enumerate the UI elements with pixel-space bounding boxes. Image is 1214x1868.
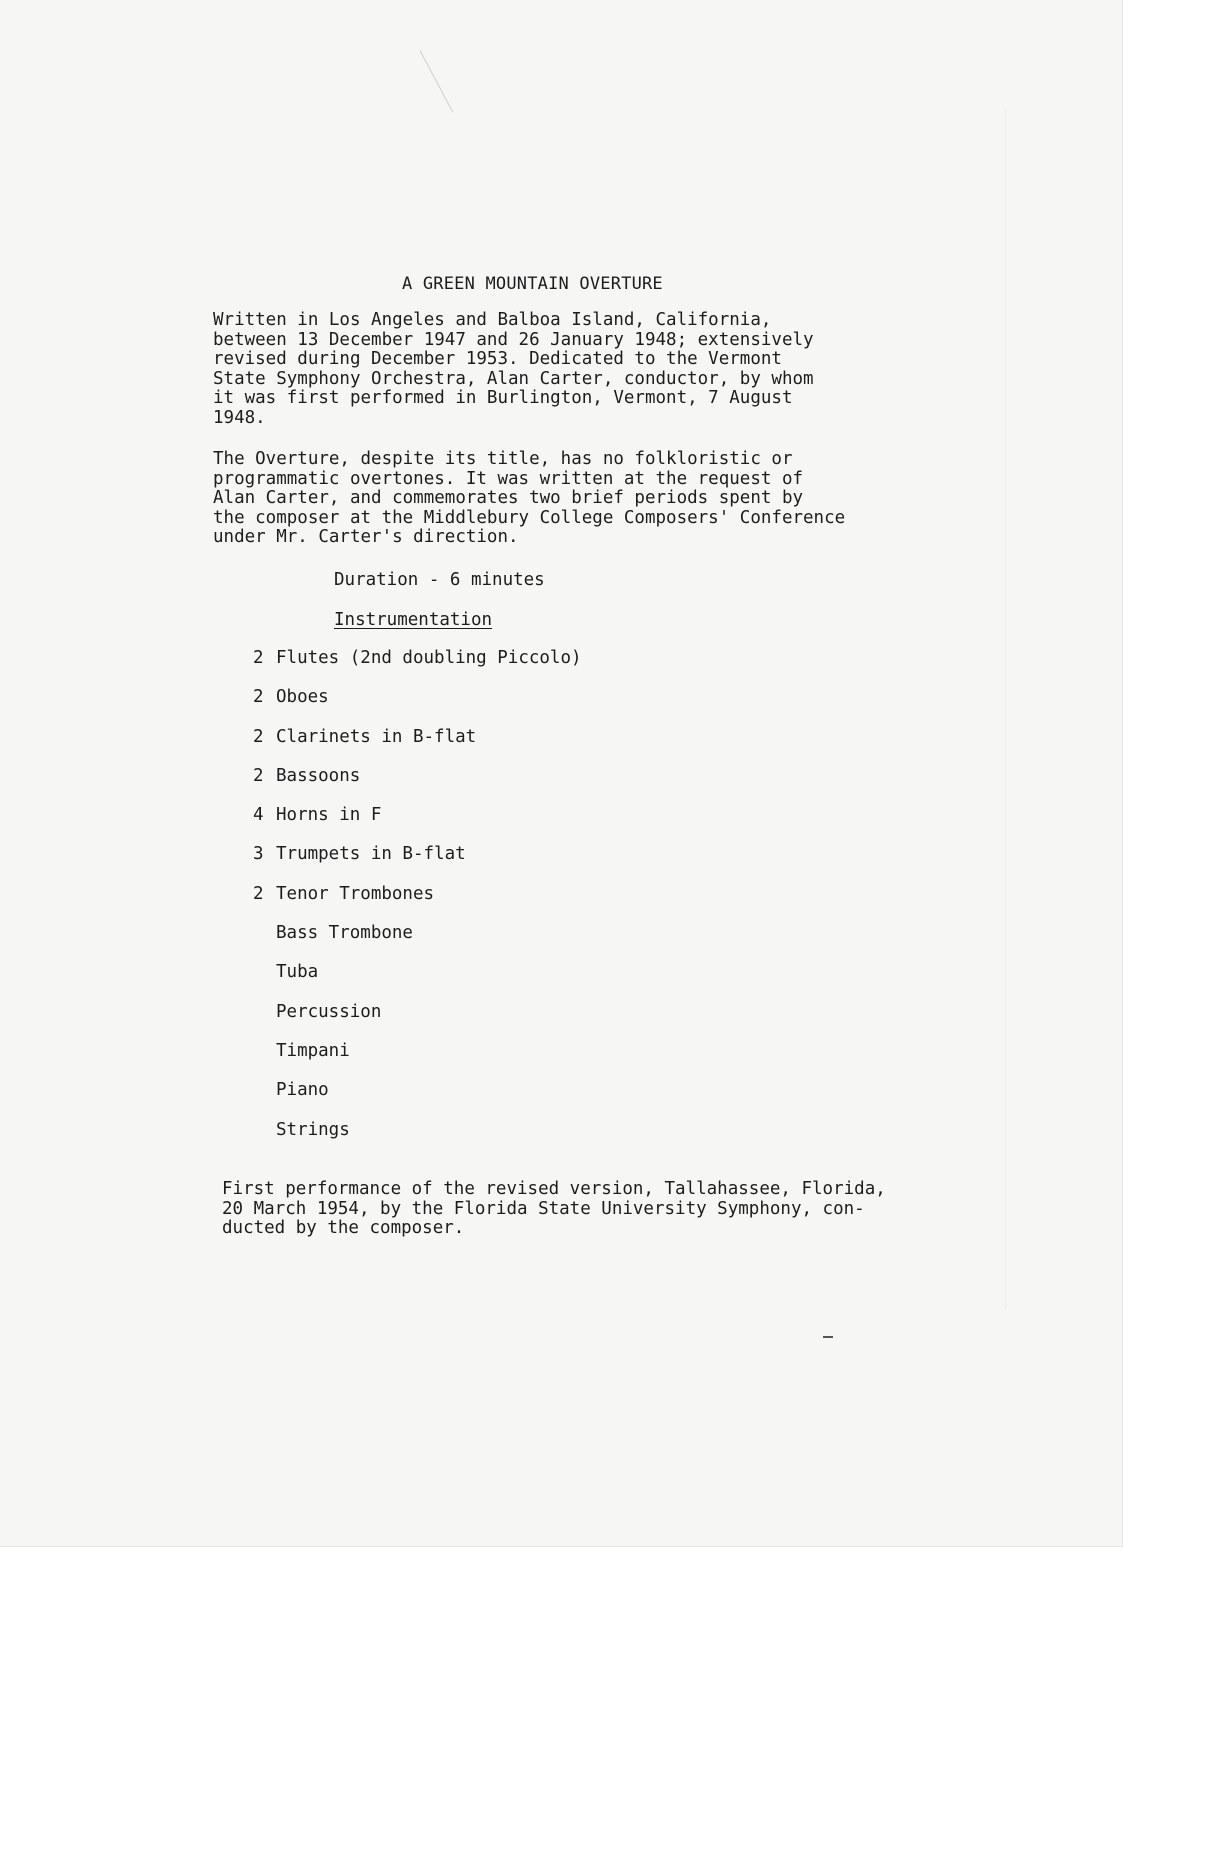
instrument-name: Tenor Trombones bbox=[276, 883, 435, 904]
instrument-quantity: 2 bbox=[253, 648, 264, 668]
instrument-name: Percussion bbox=[276, 1001, 382, 1022]
instrument-name: Oboes bbox=[276, 687, 329, 708]
instrument-name: Timpani bbox=[276, 1040, 350, 1061]
instrument-quantity: 2 bbox=[253, 687, 264, 708]
first-performance-note: First performance of the revised version, Tallahassee, Florida, 20 March 1954, by the Florida State University Symphony, con- ducted by the composer. bbox=[222, 1179, 886, 1238]
instrument-name: Flutes (2nd doubling Piccolo) bbox=[276, 648, 582, 668]
instrument-quantity: 3 bbox=[253, 844, 264, 865]
scan-scratch bbox=[420, 50, 454, 112]
stray-mark bbox=[823, 1336, 833, 1338]
instrument-name: Horns in F bbox=[276, 805, 382, 826]
instrument-name: Clarinets in B-flat bbox=[276, 726, 477, 747]
instrumentation-list bbox=[253, 648, 582, 1159]
list-item bbox=[253, 766, 582, 805]
instrument-name: Strings bbox=[276, 1119, 350, 1140]
list-item bbox=[253, 805, 582, 844]
instrument-name: Piano bbox=[276, 1080, 329, 1101]
list-item bbox=[253, 648, 582, 687]
list-item bbox=[253, 923, 582, 962]
list-item bbox=[253, 1041, 582, 1080]
instrument-quantity: 2 bbox=[253, 883, 264, 904]
list-item bbox=[253, 1080, 582, 1119]
list-item bbox=[253, 1120, 582, 1159]
instrument-name: Bassoons bbox=[276, 765, 361, 786]
list-item bbox=[253, 844, 582, 883]
instrument-quantity: 2 bbox=[253, 726, 264, 747]
instrumentation-heading: Instrumentation bbox=[334, 610, 493, 630]
page-crease bbox=[1005, 110, 1006, 1310]
instrument-name: Tuba bbox=[276, 962, 319, 983]
program-note-paragraph: The Overture, despite its title, has no folkloristic or programmatic overtones. It was written at the request of Alan Carter, and commemorates two brief periods spent by the composer at the Middlebury College Composers' Conference under Mr. Carter's direction. bbox=[213, 449, 846, 547]
instrument-name: Bass Trombone bbox=[276, 923, 413, 944]
instrument-name: Trumpets in B-flat bbox=[276, 844, 466, 865]
list-item bbox=[253, 727, 582, 766]
instrument-quantity: 2 bbox=[253, 765, 264, 786]
duration-line: Duration - 6 minutes bbox=[334, 570, 545, 590]
instrument-quantity: 4 bbox=[253, 805, 264, 826]
document-title: A GREEN MOUNTAIN OVERTURE bbox=[402, 274, 663, 294]
list-item bbox=[253, 884, 582, 923]
list-item bbox=[253, 687, 582, 726]
list-item bbox=[253, 1002, 582, 1041]
composition-history-paragraph: Written in Los Angeles and Balboa Island, California, between 13 December 1947 and 26 January 1948; extensively revised during December 1953. Dedicated to the Vermont State Symphony Orchestra, Alan Carter, conductor, by whom it was first performed in Burlington, Vermont, 7 August 1948. bbox=[213, 310, 814, 428]
list-item bbox=[253, 962, 582, 1001]
